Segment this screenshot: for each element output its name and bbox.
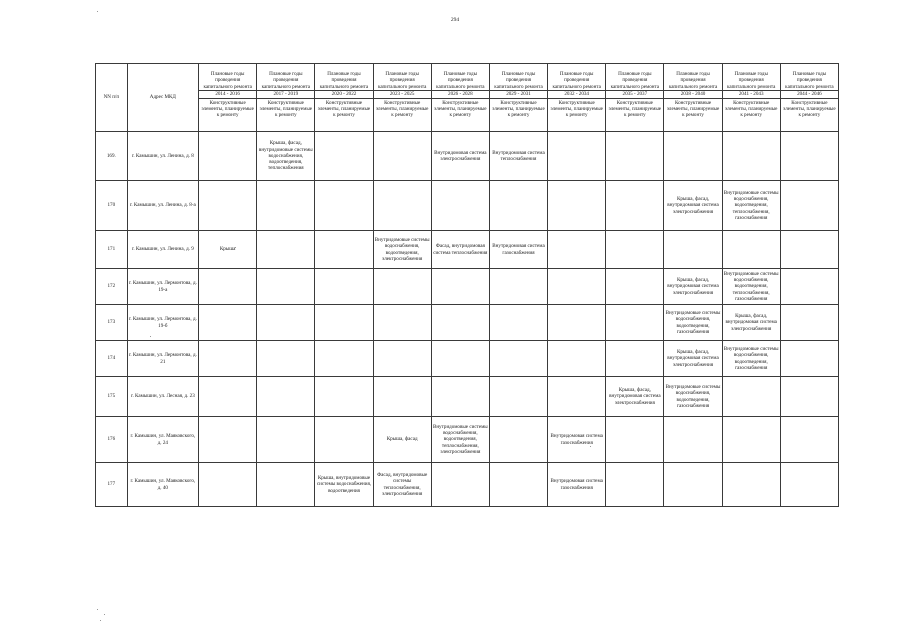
- repair-elements-cell: [431, 341, 489, 377]
- page-number: 294: [450, 17, 460, 23]
- row-number: 169.: [96, 132, 128, 181]
- row-address: г. Камышин, ул. Лесная, д. 23: [127, 377, 198, 417]
- repair-elements-cell: [722, 377, 780, 417]
- row-number: 175: [96, 377, 128, 417]
- repair-elements-cell: [315, 132, 373, 181]
- repair-elements-cell: [315, 417, 373, 463]
- repair-elements-cell: Крыша, внутридомовые системы водоснабжения, водоотведения: [315, 463, 373, 507]
- header-period-label: Плановые годы проведения капитального ремонта: [319, 71, 369, 90]
- repair-elements-cell: [315, 305, 373, 341]
- row-number: 174: [96, 341, 128, 377]
- repair-elements-cell: [373, 305, 431, 341]
- repair-elements-cell: [315, 377, 373, 417]
- capital-repair-schedule-table: [95, 63, 839, 507]
- repair-elements-cell: [431, 181, 489, 231]
- header-period-years: 2020 - 2022: [315, 90, 372, 97]
- header-address: Адрес МКД: [127, 64, 198, 132]
- repair-elements-cell: [431, 463, 489, 507]
- header-period-label: Плановые годы проведения капитального ремонта: [377, 71, 427, 90]
- header-elements: Конструктивные элементы, планируемые к ремонту: [431, 99, 489, 132]
- row-address: г. Камышин, ул. Лермонтова, д. 19-б: [127, 305, 198, 341]
- header-period-label: Плановые годы проведения капитального ремонта: [494, 71, 543, 90]
- repair-elements-cell: [315, 341, 373, 377]
- repair-elements-cell: [199, 305, 257, 341]
- header-elements: Конструктивные элементы, планируемые к ремонту: [257, 99, 315, 132]
- repair-elements-cell: Внутридомовые системы водоснабжения, водоотведения, газоснабжения: [664, 377, 722, 417]
- repair-elements-cell: [606, 463, 664, 507]
- repair-elements-cell: Внутридомовые системы водоснабжения, водоотведения, электроснабжения: [373, 231, 431, 269]
- repair-elements-cell: [373, 377, 431, 417]
- repair-elements-cell: Внутридомовые системы водоснабжения, водоотведения, газоснабжения: [664, 305, 722, 341]
- repair-elements-cell: [431, 377, 489, 417]
- header-period-label: Плановые годы проведения капитального ремонта: [610, 71, 660, 90]
- header-period: [664, 64, 722, 99]
- header-period: [722, 64, 780, 99]
- table-row: [96, 463, 839, 507]
- header-elements: Конструктивные элементы, планируемые к ремонту: [373, 99, 431, 132]
- repair-elements-cell: [257, 341, 315, 377]
- repair-elements-cell: [199, 341, 257, 377]
- repair-elements-cell: [722, 132, 780, 181]
- repair-elements-cell: [548, 377, 606, 417]
- repair-elements-cell: [548, 132, 606, 181]
- repair-elements-cell: Крыша, фасад, внутридомовая система электроснабжения: [664, 181, 722, 231]
- header-elements: Конструктивные элементы, планируемые к ремонту: [315, 99, 373, 132]
- header-period: [257, 64, 315, 99]
- repair-elements-cell: [780, 181, 838, 231]
- header-period-label: Плановые годы проведения капитального ремонта: [785, 71, 834, 90]
- repair-elements-cell: [257, 305, 315, 341]
- table-row: [96, 181, 839, 231]
- repair-elements-cell: [780, 463, 838, 507]
- row-address: г. Камышин, ул. Ленина, д. 8-а: [127, 181, 198, 231]
- row-number: 172: [96, 269, 128, 305]
- repair-elements-cell: [373, 341, 431, 377]
- repair-elements-cell: Внутридомовая система электроснабжения: [431, 132, 489, 181]
- header-period-years: 2038 - 2040: [664, 90, 721, 97]
- header-elements: Конструктивные элементы, планируемые к ремонту: [548, 99, 606, 132]
- row-address: г. Камышин, ул. Маяковского, д. 24: [127, 417, 198, 463]
- repair-elements-cell: Внутридомовые системы водоснабжения, водоотведения, теплоснабжения, электроснабжения: [431, 417, 489, 463]
- repair-elements-cell: Внутридомовые системы водоснабжения, водоотведения, теплоснабжения, газоснабжения: [722, 269, 780, 305]
- header-elements: Конструктивные элементы, планируемые к ремонту: [780, 99, 838, 132]
- repair-elements-cell: [606, 269, 664, 305]
- repair-elements-cell: Внутридомовая система газоснабжения: [548, 463, 606, 507]
- repair-elements-cell: Крыша, фасад: [373, 417, 431, 463]
- header-period: [199, 64, 257, 99]
- repair-elements-cell: [199, 269, 257, 305]
- header-elements: Конструктивные элементы, планируемые к ремонту: [664, 99, 722, 132]
- header-period-years: 2014 - 2016: [199, 90, 256, 97]
- repair-elements-cell: [489, 269, 547, 305]
- header-elements: Конструктивные элементы, планируемые к ремонту: [606, 99, 664, 132]
- repair-elements-cell: [722, 231, 780, 269]
- header-period: [315, 64, 373, 99]
- repair-elements-cell: [548, 341, 606, 377]
- header-period-label: Плановые годы проведения капитального ремонта: [261, 71, 311, 90]
- repair-elements-cell: [489, 305, 547, 341]
- repair-elements-cell: [548, 269, 606, 305]
- repair-elements-cell: [315, 181, 373, 231]
- repair-elements-cell: [664, 132, 722, 181]
- repair-elements-cell: Крыша, фасад, внутридомовая система электроснабжения: [664, 341, 722, 377]
- repair-elements-cell: Фасад, внутридомовые системы теплоснабжения, электроснабжения: [373, 463, 431, 507]
- repair-elements-cell: Внутридомовая система газоснабжения: [548, 417, 606, 463]
- header-period: [780, 64, 838, 99]
- header-period: [373, 64, 431, 99]
- row-number: 170: [96, 181, 128, 231]
- table-row: [96, 305, 839, 341]
- header-period-label: Плановые годы проведения капитального ремонта: [203, 71, 252, 90]
- repair-elements-cell: [373, 269, 431, 305]
- repair-elements-cell: [257, 463, 315, 507]
- repair-elements-cell: [315, 231, 373, 269]
- header-elements: Конструктивные элементы, планируемые к ремонту: [199, 99, 257, 132]
- table-row: [96, 377, 839, 417]
- row-address: г. Камышин, ул. Маяковского, д. 40: [127, 463, 198, 507]
- header-period: [489, 64, 547, 99]
- header-period-years: 2032 - 2034: [548, 90, 605, 97]
- repair-elements-cell: [257, 181, 315, 231]
- header-elements: Конструктивные элементы, планируемые к ремонту: [722, 99, 780, 132]
- repair-elements-cell: [780, 269, 838, 305]
- repair-elements-cell: [780, 341, 838, 377]
- header-period-label: Плановые годы проведения капитального ремонта: [726, 71, 776, 90]
- repair-elements-cell: [199, 463, 257, 507]
- header-period-years: 2044 - 2046: [781, 90, 838, 97]
- header-period: [606, 64, 664, 99]
- header-period: [548, 64, 606, 99]
- table-body: [96, 132, 839, 507]
- repair-elements-cell: Внутридомовая система газоснабжения: [489, 231, 547, 269]
- repair-elements-cell: Внутридомовые системы водоснабжения, водоотведения, газоснабжения: [722, 341, 780, 377]
- row-address: г. Камышин, ул. Лермонтова, д. 21: [127, 341, 198, 377]
- header-period-years: 2035 - 2037: [606, 90, 663, 97]
- table-row: [96, 231, 839, 269]
- repair-elements-cell: [199, 181, 257, 231]
- header-elements: Конструктивные элементы, планируемые к ремонту: [489, 99, 547, 132]
- row-number: 171: [96, 231, 128, 269]
- table-header: [96, 64, 839, 132]
- repair-elements-cell: Внутридомовые системы водоснабжения, водоотведения, теплоснабжения, газоснабжения: [722, 181, 780, 231]
- repair-elements-cell: [373, 132, 431, 181]
- scan-speck: [100, 620, 101, 621]
- repair-elements-cell: [373, 181, 431, 231]
- repair-elements-cell: [257, 231, 315, 269]
- repair-elements-cell: Крыша, фасад, внутридомовая система электроснабжения: [606, 377, 664, 417]
- repair-elements-cell: [722, 463, 780, 507]
- repair-elements-cell: [606, 181, 664, 231]
- repair-elements-cell: Фасад, внутридомовая система теплоснабжения: [431, 231, 489, 269]
- repair-elements-cell: [606, 305, 664, 341]
- header-period-years: 2026 - 2028: [432, 90, 489, 97]
- header-period-years: 2029 - 2031: [490, 90, 547, 97]
- repair-elements-cell: [664, 463, 722, 507]
- repair-elements-cell: [664, 231, 722, 269]
- scan-speck: [97, 609, 98, 610]
- repair-elements-cell: [199, 132, 257, 181]
- repair-elements-cell: [489, 463, 547, 507]
- repair-elements-cell: [257, 269, 315, 305]
- repair-elements-cell: Крыша, фасад, внутридомовая система электроснабжения: [664, 269, 722, 305]
- repair-elements-cell: [431, 269, 489, 305]
- repair-elements-cell: [780, 417, 838, 463]
- table-row: [96, 132, 839, 181]
- repair-elements-cell: [257, 417, 315, 463]
- row-number: 173: [96, 305, 128, 341]
- repair-elements-cell: [606, 231, 664, 269]
- repair-elements-cell: [489, 341, 547, 377]
- header-period-label: Плановые годы проведения капитального ремонта: [436, 71, 485, 90]
- header-num: NN п/п: [96, 64, 128, 132]
- repair-elements-cell: [780, 231, 838, 269]
- row-number: 177: [96, 463, 128, 507]
- repair-elements-cell: [780, 305, 838, 341]
- header-period: [431, 64, 489, 99]
- repair-elements-cell: [606, 341, 664, 377]
- repair-elements-cell: [606, 132, 664, 181]
- row-address: г. Камышин, ул. Ленина, д. 8: [127, 132, 198, 181]
- repair-elements-cell: Крыша: [199, 231, 257, 269]
- repair-elements-cell: Внутридомовая система теплоснабжения: [489, 132, 547, 181]
- row-number: 176: [96, 417, 128, 463]
- repair-elements-cell: [548, 231, 606, 269]
- header-period-label: Плановые годы проведения капитального ремонта: [668, 71, 718, 90]
- repair-elements-cell: Крыша, фасад, внутридомовые системы водоснабжения, водоотведения, теплоснабжения: [257, 132, 315, 181]
- repair-elements-cell: [664, 417, 722, 463]
- table-row: [96, 269, 839, 305]
- repair-elements-cell: [489, 417, 547, 463]
- repair-elements-cell: [199, 377, 257, 417]
- header-period-years: 2023 - 2025: [374, 90, 431, 97]
- scan-speck: [104, 614, 105, 615]
- repair-elements-cell: [722, 417, 780, 463]
- table-row: [96, 417, 839, 463]
- scan-speck: [97, 11, 98, 12]
- repair-elements-cell: [199, 417, 257, 463]
- repair-elements-cell: [431, 305, 489, 341]
- repair-elements-cell: [606, 417, 664, 463]
- repair-elements-cell: [489, 377, 547, 417]
- header-period-years: 2041 - 2043: [723, 90, 780, 97]
- repair-elements-cell: [548, 305, 606, 341]
- repair-elements-cell: [780, 377, 838, 417]
- row-address: г. Камышин, ул. Лермонтова, д. 19-а: [127, 269, 198, 305]
- repair-elements-cell: Крыша, фасад, внутридомовая система электроснабжения: [722, 305, 780, 341]
- repair-elements-cell: [315, 269, 373, 305]
- table-row: [96, 341, 839, 377]
- repair-elements-cell: [780, 132, 838, 181]
- header-period-years: 2017 - 2019: [257, 90, 314, 97]
- header-period-label: Плановые годы проведения капитального ремонта: [552, 71, 601, 90]
- repair-elements-cell: [489, 181, 547, 231]
- repair-elements-cell: [548, 181, 606, 231]
- repair-elements-cell: [257, 377, 315, 417]
- row-address: г. Камышин, ул. Ленина, д. 9: [127, 231, 198, 269]
